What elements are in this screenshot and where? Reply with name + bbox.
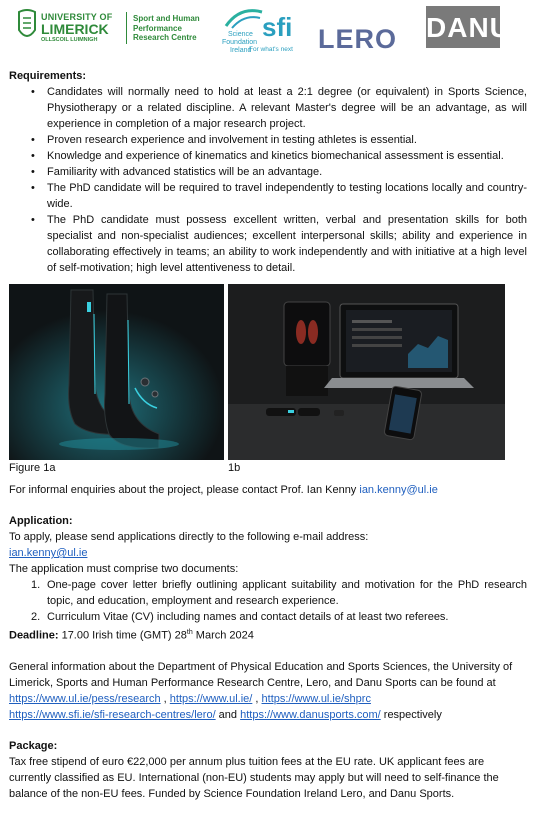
- university-of-limerick-logo: [16, 8, 200, 50]
- document-body: [9, 68, 527, 802]
- package-paragraph: Tax free stipend of euro €22,000 per annum plus tuition fees at the EU rate. UK applicant fees are currently classified as EU. International (non-EU) students may apply but will need to self-finance the balance of the non-EU fees. Funded by Science Foundation Ireland Lero, and Danu Sports.: [9, 755, 499, 800]
- enquiries-paragraph: For informal enquiries about the project, please contact Prof. Ian Kenny ian.kenny@ul.ie: [9, 484, 438, 496]
- bullet-icon: •: [31, 150, 35, 162]
- logo-bar: [0, 0, 534, 60]
- document-item: 1. One-page cover letter briefly outlining applicant suitability and motivation for the PhD research topic, and education, employment and research experience.: [31, 579, 527, 607]
- link-sfi-lero[interactable]: https://www.sfi.ie/sfi-research-centres/lero/: [9, 708, 216, 721]
- devices-illustration: [228, 284, 505, 460]
- sfi-swoosh-icon: [222, 4, 266, 32]
- bullet-icon: •: [31, 214, 35, 226]
- sfi-science: Science: [228, 31, 253, 38]
- requirement-item: • Familiarity with advanced statistics will be an advantage.: [31, 166, 323, 178]
- ul-irish-name: OLLSCOIL LUIMNIGH: [41, 37, 98, 43]
- enquiries-email-link[interactable]: ian.kenny@ul.ie: [359, 484, 438, 496]
- figure-1a-caption: Figure 1a: [9, 462, 56, 474]
- smart-socks-illustration: [9, 284, 224, 460]
- ul-title-line1: UNIVERSITY OF: [41, 12, 113, 22]
- figure-1a-sensor-socks-image: [9, 284, 224, 460]
- deadline: Deadline: 17.00 Irish time (GMT) 28th March 2024: [9, 629, 254, 642]
- bullet-icon: •: [31, 86, 35, 98]
- document-item: 2. Curriculum Vitae (CV) including names and contact details of at least two referees.: [31, 611, 449, 623]
- sfi-tagline: For what's next: [249, 46, 293, 53]
- package-heading: Package:: [9, 739, 58, 752]
- link-ul[interactable]: https://www.ul.ie/: [169, 692, 253, 705]
- danu-logo: DANU: [426, 6, 500, 48]
- ul-title-line2: LIMERICK: [41, 21, 109, 37]
- bullet-icon: •: [31, 166, 35, 178]
- svg-text:LERO: LERO: [318, 26, 398, 52]
- figures: [9, 284, 527, 474]
- link-danu-sports[interactable]: https://www.danusports.com/: [240, 708, 381, 721]
- link-ul-shprc[interactable]: https://www.ul.ie/shprc: [261, 692, 371, 705]
- application-documents-intro: The application must comprise two documents:: [9, 563, 239, 575]
- figure-1b-caption: 1b: [228, 462, 241, 474]
- requirement-item: • Knowledge and experience of kinematics and kinetics biomechanical assessment is essential.: [31, 150, 504, 162]
- link-ul-pess-research[interactable]: https://www.ul.ie/pess/research: [9, 692, 161, 705]
- requirement-item: • Proven research experience and involvement in testing athletes is essential.: [31, 134, 417, 146]
- lero-wordmark: [318, 26, 410, 52]
- logo-divider: [126, 12, 127, 44]
- requirements-list: [9, 84, 527, 276]
- bullet-icon: •: [31, 182, 35, 194]
- shprc-name: Sport and Human Performance Research Centre: [133, 14, 200, 42]
- requirement-item: • The PhD candidate must possess excellent written, verbal and presentation skills for both specialist and non-specialist audiences; excellent interpersonal skills; ability and experience in collaborating effectively in teams; an ability to work independently and with initiative at a high level of self-motivation; high level attentiveness to detail.: [31, 214, 527, 274]
- ul-crest-icon: [16, 8, 38, 44]
- sfi-foundation: Foundation: [222, 39, 258, 46]
- requirement-item: • Candidates will normally need to hold at least a 2:1 degree (or equivalent) in Sports Science, Physiotherapy or a related discipline. A relevant Master's degree will be an advantage, as will experience in completion of a major research project.: [31, 86, 527, 130]
- application-heading: Application:: [9, 515, 73, 527]
- lero-logo: [318, 26, 410, 55]
- sfi-wordmark: sfi: [262, 12, 293, 42]
- sfi-ireland: Ireland: [230, 47, 252, 54]
- figure-1b-devices-image: [228, 284, 505, 460]
- bullet-icon: •: [31, 134, 35, 146]
- sfi-logo: [222, 4, 308, 52]
- requirement-item: • The PhD candidate will be required to travel independently to testing locations locally and country-wide.: [31, 182, 527, 210]
- general-info-paragraph: General information about the Department of Physical Education and Sports Sciences, the University of Limerick, Sports and Human Performance Research Centre, Lero, and Danu Sports can be found at https://www.ul.ie/pess/research , https://www.ul.ie/ , https://www.ul.ie/shprc https://www.sfi.ie/sfi-research-centres/lero/ and https://www.danusports.com/ respectively: [9, 660, 513, 721]
- deadline-label: Deadline:: [9, 629, 59, 642]
- requirements-heading: Requirements:: [9, 70, 87, 82]
- application-email-link[interactable]: ian.kenny@ul.ie: [9, 547, 88, 559]
- application-intro: To apply, please send applications directly to the following e-mail address:: [9, 531, 369, 543]
- documents-list: [9, 577, 527, 625]
